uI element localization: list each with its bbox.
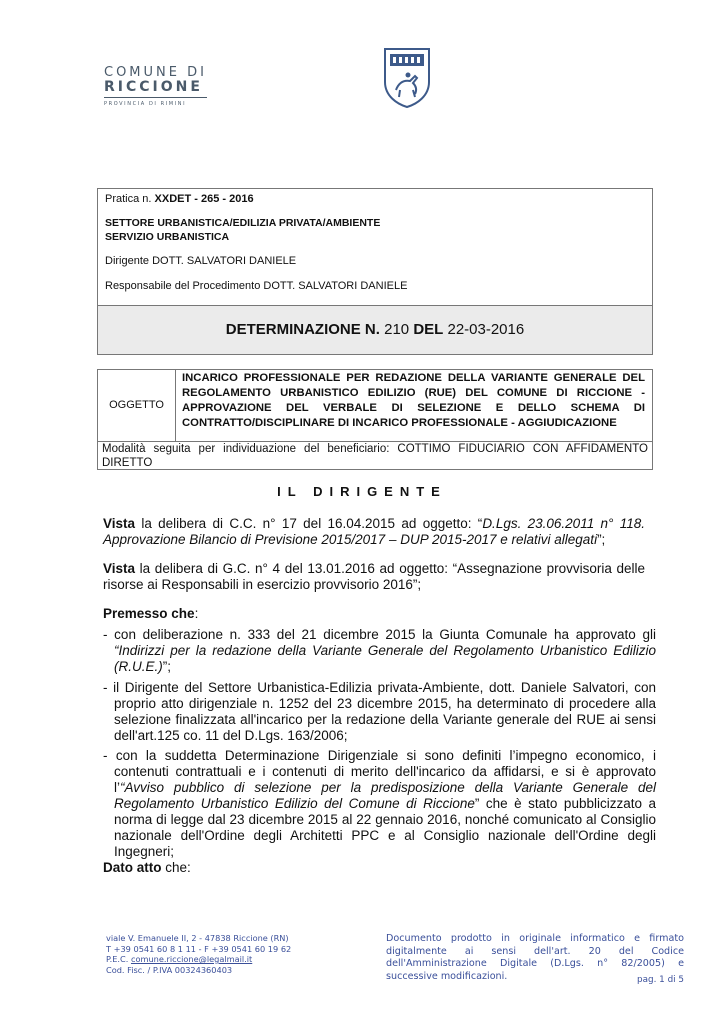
responsabile: Responsabile del Procedimento DOTT. SALVATORI DANIELE <box>105 280 408 292</box>
vista-bold: Vista <box>103 561 136 576</box>
determinazione-label: DETERMINAZIONE N. <box>225 321 380 338</box>
vista2-text: la delibera di G.C. n° 4 del 13.01.2016 ad oggetto: “Assegnazione provvisoria delle risorse ai Responsabili in esercizio provvisorio 2016”; <box>103 561 645 592</box>
dato-atto-heading <box>103 860 645 876</box>
dato-bold: Dato atto <box>103 860 162 875</box>
item3-italic: “Avviso pubblico di selezione per la predisposizione della Variante Generale del Regolamento Urbanistico Edilizio del Comune di Riccione <box>114 780 656 811</box>
item1-text: - con deliberazione n. 333 del 21 dicembre 2015 la Giunta Comunale ha approvato gli <box>103 627 656 642</box>
footer-contacts <box>106 933 291 975</box>
dirigente: Dirigente DOTT. SALVATORI DANIELE <box>105 255 297 267</box>
item1-post: ”; <box>162 659 171 674</box>
pratica-number: XXDET - 265 - 2016 <box>154 193 254 205</box>
list-item <box>103 748 656 860</box>
logo-line-2: RICCIONE <box>104 79 203 95</box>
pratica-label: Pratica n. <box>105 193 152 205</box>
item1-italic: “Indirizzi per la redazione della Variante Generale del Regolamento Urbanistico Edilizio (R.U.E.) <box>114 643 656 674</box>
servizio: SERVIZIO URBANISTICA <box>105 231 230 243</box>
determinazione-date: 22-03-2016 <box>447 321 525 338</box>
riccione-crest-icon <box>382 46 432 108</box>
vista-paragraph-1 <box>103 516 645 548</box>
footer-address: viale V. Emanuele II, 2 - 47838 Riccione (RN) <box>106 933 289 943</box>
vista1-text: la delibera di C.C. n° 17 del 16.04.2015 ad oggetto: “ <box>135 516 483 531</box>
vista-bold: Vista <box>103 516 136 531</box>
vista1-italic: D.Lgs. 23.06.2011 n° 118. Approvazione Bilancio di Previsione 2015/2017 – DUP 2015-2017 e relativi allegati <box>103 516 646 547</box>
page-number: pag. 1 di 5 <box>637 975 684 985</box>
vista-paragraph-2 <box>103 561 645 593</box>
determinazione-box <box>97 305 653 355</box>
modalita-box <box>97 441 653 470</box>
logo-line-1: COMUNE DI <box>104 65 207 80</box>
oggetto-text: INCARICO PROFESSIONALE PER REDAZIONE DELLA VARIANTE GENERALE DEL REGOLAMENTO URBANISTICO EDILIZIO (RUE) DEL COMUNE DI RICCIONE - APPROVAZIONE DEL VERBALE DI SELEZIONE E DELLO SCHEMA DI CONTRATTO/DISCIPLINARE DI INCARICO PROFESSIONALE - AGGIUDICAZIONE <box>182 372 645 429</box>
dato-tail: che: <box>161 860 191 875</box>
list-item: - il Dirigente del Settore Urbanistica-Edilizia privata-Ambiente, dott. Daniele Salvatori, con proprio atto dirigenziale n. 1252 del 23 dicembre 2015, ha determinato di procedere alla selezione finalizzata all'incarico per la redazione della Variante generale del RUE ai sensi dell'art.125 co. 11 del D.Lgs. 163/2006; <box>103 680 656 743</box>
comune-logo <box>104 66 207 108</box>
footer-notice: Documento prodotto in originale informatico e firmato digitalmente ai sensi dell'art. 20 del Codice dell'Amministrazione Digitale (D.Lgs. n° 82/2005) e successive modificazioni. <box>386 933 684 982</box>
oggetto-box <box>97 369 653 442</box>
determinazione-number: 210 <box>384 321 410 338</box>
logo-line-3: PROVINCIA DI RIMINI <box>104 97 207 108</box>
vista1-post: ”; <box>597 532 606 547</box>
modalita-text: Modalità seguita per individuazione del beneficiario: COTTIMO FIDUCIARIO CON AFFIDAMENTO DIRETTO <box>102 443 648 469</box>
settore: SETTORE URBANISTICA/EDILIZIA PRIVATA/AMBIENTE <box>105 217 381 229</box>
footer-phone: T +39 0541 60 8 1 11 - F +39 0541 60 19 62 <box>106 943 292 954</box>
list-item <box>103 627 656 675</box>
oggetto-label: OGGETTO <box>98 370 176 441</box>
premesso-heading <box>103 606 645 622</box>
pratica-box <box>97 188 653 306</box>
premesso-bold: Premesso che <box>103 606 195 621</box>
determinazione-title <box>98 321 652 338</box>
premesso-tail: : <box>194 606 199 621</box>
il-dirigente-heading: IL DIRIGENTE <box>277 484 447 499</box>
determinazione-del: DEL <box>413 321 444 338</box>
pec-label: P.E.C. <box>106 954 129 964</box>
footer-pec <box>106 954 291 965</box>
pratica-line <box>105 193 254 205</box>
item3-post: ” che è stato pubblicizzato a norma di legge dal 23 dicembre 2015 al 22 gennaio 2016, nonché comunicato al Consiglio nazionale dell'Ordine degli Architetti PPC e al Consiglio nazionale dell'Ordine degli Ingegneri; <box>114 796 656 859</box>
footer-fiscal: Cod. Fisc. / P.IVA 00324360403 <box>106 964 233 975</box>
item3-text: - con la suddetta Determinazione Dirigenziale si sono definiti l’impegno economico, i contenuti contrattuali e i contenuti di merito dell'incarico da affidarsi, e si è approvato l’ <box>103 748 656 795</box>
pec-link[interactable]: comune.riccione@legalmail.it <box>130 954 253 964</box>
